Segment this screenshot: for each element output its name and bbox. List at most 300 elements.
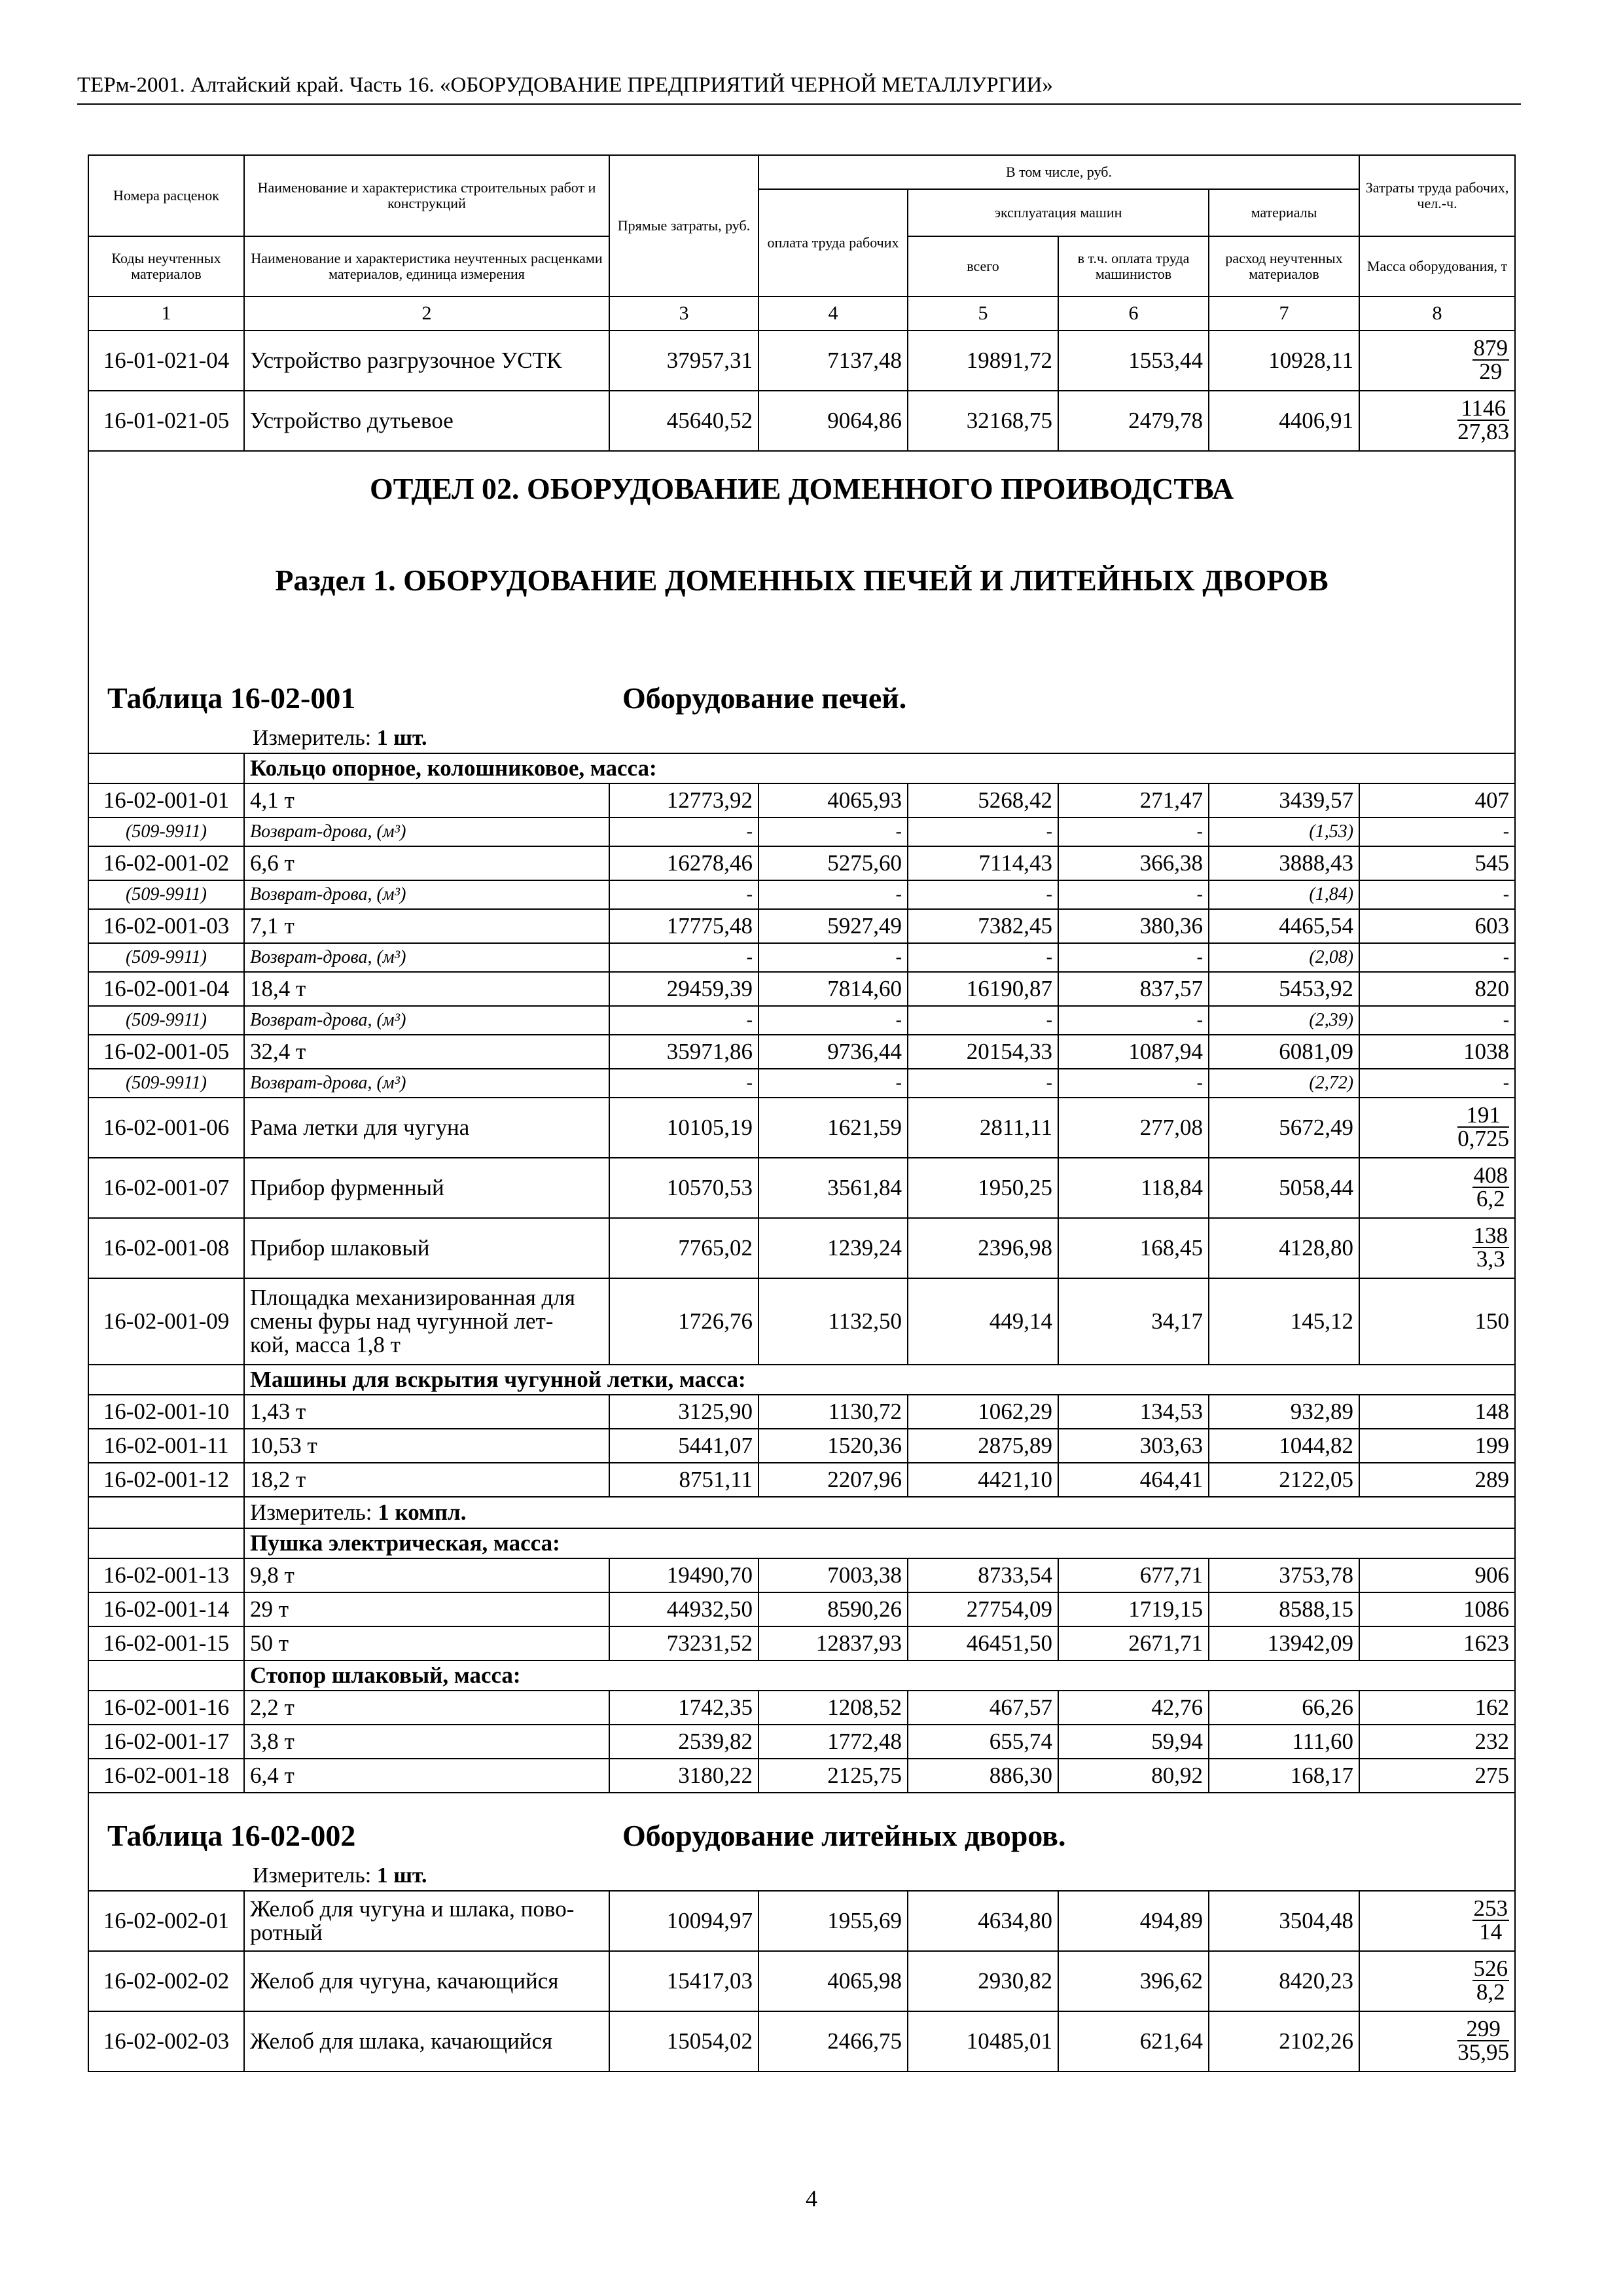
cost-c4: 7814,60 xyxy=(758,972,908,1006)
dash-cell: - xyxy=(758,1006,908,1035)
table-title xyxy=(89,1819,1514,1861)
rate-code: 16-02-002-01 xyxy=(88,1891,244,1951)
labor-cost: 603 xyxy=(1359,909,1515,943)
labor-cost: 545 xyxy=(1359,846,1515,880)
work-name: 32,4 т xyxy=(244,1035,609,1069)
cost-c5: 7114,43 xyxy=(908,846,1058,880)
table-row xyxy=(88,1725,1515,1759)
measure-unit: 1 компл. xyxy=(378,1499,467,1525)
cost-c5: 20154,33 xyxy=(908,1035,1058,1069)
cost-c5: 16190,87 xyxy=(908,972,1058,1006)
cost-c4: 3561,84 xyxy=(758,1158,908,1218)
material-usage: (1,53) xyxy=(1209,817,1359,846)
rate-code: 16-02-001-17 xyxy=(88,1725,244,1759)
cost-c7: 4465,54 xyxy=(1209,909,1359,943)
cost-c5: 4634,80 xyxy=(908,1891,1058,1951)
dash-cell: - xyxy=(1058,1006,1209,1035)
rate-code: 16-02-001-10 xyxy=(88,1395,244,1429)
measure-line xyxy=(244,1497,1515,1528)
head-col7: расход неучтенных материалов xyxy=(1209,236,1359,296)
blank-cell xyxy=(88,1528,244,1558)
cost-c4: 1130,72 xyxy=(758,1395,908,1429)
work-name: 50 т xyxy=(244,1626,609,1660)
labor-cost: 407 xyxy=(1359,783,1515,817)
dash-cell: - xyxy=(908,1069,1058,1098)
work-name: Устройство дутьевое xyxy=(244,391,609,451)
cost-c7: 2122,05 xyxy=(1209,1463,1359,1497)
measure-label: Измеритель: xyxy=(253,726,372,750)
material-code: (509-9911) xyxy=(88,943,244,972)
rate-code: 16-02-001-02 xyxy=(88,846,244,880)
cost-c7: 4406,91 xyxy=(1209,391,1359,451)
rate-code: 16-02-001-16 xyxy=(88,1691,244,1725)
dash-cell: - xyxy=(758,817,908,846)
sub-row xyxy=(88,943,1515,972)
department-title: ОТДЕЛ 02. ОБОРУДОВАНИЕ ДОМЕННОГО ПРОИВОДСТВА xyxy=(369,472,1234,505)
equipment-mass-value: 3,3 xyxy=(1476,1246,1505,1272)
col-num: 1 xyxy=(88,296,244,331)
labor-cost: 148 xyxy=(1359,1395,1515,1429)
cost-c5: 19891,72 xyxy=(908,331,1058,391)
work-name: 7,1 т xyxy=(244,909,609,943)
labor-cost-value: 1146 xyxy=(1457,397,1509,421)
cost-c7: 5672,49 xyxy=(1209,1098,1359,1158)
mass-fraction xyxy=(1457,1104,1509,1150)
cost-c4: 5275,60 xyxy=(758,846,908,880)
mass-fraction xyxy=(1457,397,1509,443)
material-name: Возврат-дрова, (м³) xyxy=(244,1006,609,1035)
work-name: 2,2 т xyxy=(244,1691,609,1725)
rate-code: 16-02-002-03 xyxy=(88,2011,244,2072)
head-incl: В том числе, руб. xyxy=(758,155,1359,189)
mass-fraction xyxy=(1472,1225,1510,1270)
head-col8-b: Масса оборудования, т xyxy=(1359,236,1515,296)
rate-code: 16-02-001-11 xyxy=(88,1429,244,1463)
equipment-mass-value: 8,2 xyxy=(1476,1979,1505,2005)
cost-c7: 10928,11 xyxy=(1209,331,1359,391)
mass-fraction xyxy=(1472,1958,1510,2003)
dash-cell: - xyxy=(1058,943,1209,972)
table2-header xyxy=(88,1793,1515,1891)
group-title: Кольцо опорное, колошниковое, масса: xyxy=(244,753,1515,783)
work-name-line: Площадка механизированная для xyxy=(250,1285,575,1310)
cost-c3: 10105,19 xyxy=(609,1098,758,1158)
cost-c5: 2811,11 xyxy=(908,1098,1058,1158)
cost-c5: 2875,89 xyxy=(908,1429,1058,1463)
cost-c7: 13942,09 xyxy=(1209,1626,1359,1660)
cost-c3: 19490,70 xyxy=(609,1558,758,1592)
col-num: 5 xyxy=(908,296,1058,331)
dash-cell: - xyxy=(609,817,758,846)
rate-code: 16-02-001-03 xyxy=(88,909,244,943)
cost-c7: 2102,26 xyxy=(1209,2011,1359,2072)
dash-cell: - xyxy=(1058,880,1209,909)
mass-cell xyxy=(1359,1098,1515,1158)
cost-c4: 2466,75 xyxy=(758,2011,908,2072)
cost-c7: 8588,15 xyxy=(1209,1592,1359,1626)
head-col2-a: Наименование и характеристика строительных работ и конструкций xyxy=(244,155,609,236)
cost-c4: 4065,93 xyxy=(758,783,908,817)
blank-cell xyxy=(88,753,244,783)
group-row xyxy=(88,753,1515,783)
cost-c7: 168,17 xyxy=(1209,1759,1359,1793)
labor-cost: 289 xyxy=(1359,1463,1515,1497)
work-name: Устройство разгрузочное УСТК xyxy=(244,331,609,391)
cost-c5: 1062,29 xyxy=(908,1395,1058,1429)
dash-cell: - xyxy=(1058,817,1209,846)
cost-c7: 145,12 xyxy=(1209,1278,1359,1365)
table-row xyxy=(88,783,1515,817)
cost-c3: 2539,82 xyxy=(609,1725,758,1759)
cost-c4: 9736,44 xyxy=(758,1035,908,1069)
cost-c5: 2396,98 xyxy=(908,1218,1058,1278)
dash-cell: - xyxy=(1359,1069,1515,1098)
work-name: Желоб для шлака, качающийся xyxy=(244,2011,609,2072)
rate-code: 16-02-001-08 xyxy=(88,1218,244,1278)
sub-row xyxy=(88,817,1515,846)
labor-cost: 1623 xyxy=(1359,1626,1515,1660)
cost-c4: 1772,48 xyxy=(758,1725,908,1759)
cost-c3: 73231,52 xyxy=(609,1626,758,1660)
cost-c4: 2125,75 xyxy=(758,1759,908,1793)
head-col1-a: Номера расценок xyxy=(88,155,244,236)
mass-fraction xyxy=(1472,1897,1510,1943)
dash-cell: - xyxy=(1359,817,1515,846)
cost-c3: 15417,03 xyxy=(609,1951,758,2011)
rate-code: 16-01-021-05 xyxy=(88,391,244,451)
mass-fraction xyxy=(1472,337,1510,383)
table-row xyxy=(88,1891,1515,1951)
cost-c7: 111,60 xyxy=(1209,1725,1359,1759)
labor-cost: 162 xyxy=(1359,1691,1515,1725)
head-col2-b: Наименование и характеристика неучтенных расценками материалов, единица измерения xyxy=(244,236,609,296)
cost-c5: 655,74 xyxy=(908,1725,1058,1759)
measure-label: Измеритель: xyxy=(250,1499,372,1525)
measure-row xyxy=(88,1497,1515,1528)
labor-cost-value: 253 xyxy=(1473,1895,1508,1921)
work-name: Рама летки для чугуна xyxy=(244,1098,609,1158)
table-description: Оборудование литейных дворов. xyxy=(622,1819,1066,1852)
material-name: Возврат-дрова, (м³) xyxy=(244,1069,609,1098)
table-description: Оборудование печей. xyxy=(622,681,907,715)
cost-c3: 8751,11 xyxy=(609,1463,758,1497)
material-code: (509-9911) xyxy=(88,880,244,909)
cost-c4: 5927,49 xyxy=(758,909,908,943)
cost-c5: 1950,25 xyxy=(908,1158,1058,1218)
price-table xyxy=(88,154,1516,2072)
running-header: ТЕРм-2001. Алтайский край. Часть 16. «ОБОРУДОВАНИЕ ПРЕДПРИЯТИЙ ЧЕРНОЙ МЕТАЛЛУРГИИ» xyxy=(77,72,1521,105)
work-name-line: ротный xyxy=(250,1920,323,1945)
head-col1-b: Коды неучтенных материалов xyxy=(88,236,244,296)
cost-c5: 886,30 xyxy=(908,1759,1058,1793)
mass-cell xyxy=(1359,331,1515,391)
dash-cell: - xyxy=(1359,880,1515,909)
cost-c4: 7003,38 xyxy=(758,1558,908,1592)
work-name: Прибор шлаковый xyxy=(244,1218,609,1278)
equipment-mass-value: 35,95 xyxy=(1457,2039,1510,2065)
rate-code: 16-02-001-12 xyxy=(88,1463,244,1497)
cost-c5: 10485,01 xyxy=(908,2011,1058,2072)
work-name xyxy=(244,1278,609,1365)
cost-c6: 677,71 xyxy=(1058,1558,1209,1592)
mass-fraction xyxy=(1457,2018,1509,2064)
equipment-mass-value: 0,725 xyxy=(1457,1126,1510,1151)
measure-line xyxy=(89,724,1514,753)
table-row xyxy=(88,1691,1515,1725)
col-num: 6 xyxy=(1058,296,1209,331)
cost-c3: 7765,02 xyxy=(609,1218,758,1278)
cost-c4: 1208,52 xyxy=(758,1691,908,1725)
material-code: (509-9911) xyxy=(88,817,244,846)
table-row xyxy=(88,1951,1515,2011)
head-col6: в т.ч. оплата труда машинистов xyxy=(1058,236,1209,296)
cost-c6: 366,38 xyxy=(1058,846,1209,880)
dash-cell: - xyxy=(908,880,1058,909)
material-usage: (2,39) xyxy=(1209,1006,1359,1035)
cost-c6: 118,84 xyxy=(1058,1158,1209,1218)
col-num: 2 xyxy=(244,296,609,331)
work-name: 9,8 т xyxy=(244,1558,609,1592)
labor-cost: 199 xyxy=(1359,1429,1515,1463)
cost-c3: 29459,39 xyxy=(609,972,758,1006)
cost-c6: 837,57 xyxy=(1058,972,1209,1006)
cost-c4: 9064,86 xyxy=(758,391,908,451)
table-row xyxy=(88,1035,1515,1069)
cost-c7: 932,89 xyxy=(1209,1395,1359,1429)
cost-c7: 3888,43 xyxy=(1209,846,1359,880)
dash-cell: - xyxy=(908,1006,1058,1035)
table-number: Таблица 16-02-002 xyxy=(107,1819,356,1852)
cost-c7: 8420,23 xyxy=(1209,1951,1359,2011)
cost-c6: 34,17 xyxy=(1058,1278,1209,1365)
work-name: Прибор фурменный xyxy=(244,1158,609,1218)
cost-c3: 12773,92 xyxy=(609,783,758,817)
labor-cost-value: 879 xyxy=(1473,335,1508,361)
mass-cell xyxy=(1359,1891,1515,1951)
measure-line xyxy=(89,1861,1514,1890)
cost-c3: 35971,86 xyxy=(609,1035,758,1069)
rate-code: 16-02-001-05 xyxy=(88,1035,244,1069)
cost-c4: 7137,48 xyxy=(758,331,908,391)
mass-cell xyxy=(1359,1951,1515,2011)
cost-c5: 5268,42 xyxy=(908,783,1058,817)
section-row xyxy=(88,451,1515,753)
labor-cost-value: 408 xyxy=(1473,1162,1508,1188)
work-name-line: смены фуры над чугунной лет- xyxy=(250,1308,554,1334)
labor-cost-value: 138 xyxy=(1473,1223,1508,1248)
cost-c3: 15054,02 xyxy=(609,2011,758,2072)
equipment-mass-value: 6,2 xyxy=(1476,1186,1505,1211)
table-row xyxy=(88,846,1515,880)
group-title: Машины для вскрытия чугунной летки, масса: xyxy=(244,1365,1515,1395)
col-num: 7 xyxy=(1209,296,1359,331)
cost-c6: 303,63 xyxy=(1058,1429,1209,1463)
equipment-mass-value: 14 xyxy=(1479,1919,1503,1945)
work-name: 29 т xyxy=(244,1592,609,1626)
section-header xyxy=(88,451,1515,753)
dash-cell: - xyxy=(758,1069,908,1098)
labor-cost-value: 299 xyxy=(1457,2018,1509,2041)
sub-row xyxy=(88,1006,1515,1035)
cost-c3: 44932,50 xyxy=(609,1592,758,1626)
group-title: Пушка электрическая, масса: xyxy=(244,1528,1515,1558)
section-title: Раздел 1. ОБОРУДОВАНИЕ ДОМЕННЫХ ПЕЧЕЙ И ЛИТЕЙНЫХ ДВОРОВ xyxy=(275,564,1329,597)
group-title: Стопор шлаковый, масса: xyxy=(244,1660,1515,1691)
dash-cell: - xyxy=(609,880,758,909)
cost-c3: 5441,07 xyxy=(609,1429,758,1463)
cost-c5: 32168,75 xyxy=(908,391,1058,451)
measure-label: Измеритель: xyxy=(253,1863,372,1888)
table-title xyxy=(89,681,1514,724)
work-name: 10,53 т xyxy=(244,1429,609,1463)
table-row xyxy=(88,972,1515,1006)
col-num: 8 xyxy=(1359,296,1515,331)
cost-c4: 2207,96 xyxy=(758,1463,908,1497)
head-col5: всего xyxy=(908,236,1058,296)
material-name: Возврат-дрова, (м³) xyxy=(244,943,609,972)
rate-code: 16-02-001-09 xyxy=(88,1278,244,1365)
labor-cost-value: 191 xyxy=(1457,1104,1509,1128)
group-row xyxy=(88,1365,1515,1395)
cost-c3: 37957,31 xyxy=(609,331,758,391)
table-row xyxy=(88,909,1515,943)
table-row xyxy=(88,1158,1515,1218)
material-code: (509-9911) xyxy=(88,1069,244,1098)
work-name: 4,1 т xyxy=(244,783,609,817)
cost-c3: 10570,53 xyxy=(609,1158,758,1218)
cost-c5: 449,14 xyxy=(908,1278,1058,1365)
mass-cell xyxy=(1359,2011,1515,2072)
dash-cell: - xyxy=(908,817,1058,846)
table-row xyxy=(88,1218,1515,1278)
head-col8-a: Затраты труда рабочих, чел.-ч. xyxy=(1359,155,1515,236)
cost-c6: 80,92 xyxy=(1058,1759,1209,1793)
table-row xyxy=(88,1429,1515,1463)
table-row xyxy=(88,1463,1515,1497)
labor-cost: 1086 xyxy=(1359,1592,1515,1626)
cost-c4: 4065,98 xyxy=(758,1951,908,2011)
work-name: 3,8 т xyxy=(244,1725,609,1759)
dash-cell: - xyxy=(758,880,908,909)
rate-code: 16-02-002-02 xyxy=(88,1951,244,2011)
work-name: 18,2 т xyxy=(244,1463,609,1497)
rate-code: 16-01-021-04 xyxy=(88,331,244,391)
rate-code: 16-02-001-07 xyxy=(88,1158,244,1218)
cost-c3: 45640,52 xyxy=(609,391,758,451)
cost-c3: 17775,48 xyxy=(609,909,758,943)
dash-cell: - xyxy=(609,943,758,972)
rate-code: 16-02-001-13 xyxy=(88,1558,244,1592)
material-code: (509-9911) xyxy=(88,1006,244,1035)
blank-cell xyxy=(88,1660,244,1691)
cost-c4: 1621,59 xyxy=(758,1098,908,1158)
cost-c8: 150 xyxy=(1359,1278,1515,1365)
head-machines: эксплуатация машин xyxy=(908,189,1209,236)
labor-cost: 275 xyxy=(1359,1759,1515,1793)
cost-c3: 3125,90 xyxy=(609,1395,758,1429)
page-number: 4 xyxy=(806,2185,817,2212)
table-row xyxy=(88,1626,1515,1660)
rate-code: 16-02-001-01 xyxy=(88,783,244,817)
cost-c7: 3753,78 xyxy=(1209,1558,1359,1592)
cost-c7: 6081,09 xyxy=(1209,1035,1359,1069)
work-name: Желоб для чугуна, качающийся xyxy=(244,1951,609,2011)
work-name: 6,4 т xyxy=(244,1759,609,1793)
cost-c6: 134,53 xyxy=(1058,1395,1209,1429)
mass-cell xyxy=(1359,1218,1515,1278)
work-name: 18,4 т xyxy=(244,972,609,1006)
cost-c5: 27754,09 xyxy=(908,1592,1058,1626)
table-row xyxy=(88,1759,1515,1793)
col-num: 3 xyxy=(609,296,758,331)
cost-c5: 4421,10 xyxy=(908,1463,1058,1497)
cost-c3: 16278,46 xyxy=(609,846,758,880)
cost-c6: 168,45 xyxy=(1058,1218,1209,1278)
col-num: 4 xyxy=(758,296,908,331)
work-name: 1,43 т xyxy=(244,1395,609,1429)
labor-cost: 820 xyxy=(1359,972,1515,1006)
cost-c3: 3180,22 xyxy=(609,1759,758,1793)
cost-c4: 12837,93 xyxy=(758,1626,908,1660)
blank-cell xyxy=(88,1365,244,1395)
cost-c7: 4128,80 xyxy=(1209,1218,1359,1278)
table-row xyxy=(88,1395,1515,1429)
measure-unit: 1 шт. xyxy=(376,726,427,750)
cost-c7: 3504,48 xyxy=(1209,1891,1359,1951)
table-row xyxy=(88,1098,1515,1158)
cost-c6: 380,36 xyxy=(1058,909,1209,943)
dash-cell: - xyxy=(908,943,1058,972)
cost-c5: 46451,50 xyxy=(908,1626,1058,1660)
labor-cost-value: 526 xyxy=(1473,1956,1508,1981)
blank-cell xyxy=(88,1497,244,1528)
rate-code: 16-02-001-04 xyxy=(88,972,244,1006)
cost-c4: 1132,50 xyxy=(758,1278,908,1365)
cost-c6: 2671,71 xyxy=(1058,1626,1209,1660)
dash-cell: - xyxy=(609,1069,758,1098)
cost-c4: 1239,24 xyxy=(758,1218,908,1278)
head-materials: материалы xyxy=(1209,189,1359,236)
cost-c6: 59,94 xyxy=(1058,1725,1209,1759)
equipment-mass-value: 29 xyxy=(1479,359,1503,384)
cost-c6: 277,08 xyxy=(1058,1098,1209,1158)
dash-cell: - xyxy=(758,943,908,972)
equipment-mass-value: 27,83 xyxy=(1457,419,1510,444)
head-col4: оплата труда рабочих xyxy=(758,189,908,296)
rate-code: 16-02-001-15 xyxy=(88,1626,244,1660)
cost-c3: 10094,97 xyxy=(609,1891,758,1951)
cost-c6: 621,64 xyxy=(1058,2011,1209,2072)
cost-c6: 1087,94 xyxy=(1058,1035,1209,1069)
material-usage: (2,72) xyxy=(1209,1069,1359,1098)
column-number-row xyxy=(88,296,1515,331)
table-number: Таблица 16-02-001 xyxy=(107,681,356,715)
sub-row xyxy=(88,880,1515,909)
work-name xyxy=(244,1891,609,1951)
cost-c7: 5453,92 xyxy=(1209,972,1359,1006)
labor-cost: 232 xyxy=(1359,1725,1515,1759)
material-name: Возврат-дрова, (м³) xyxy=(244,880,609,909)
dash-cell: - xyxy=(1359,943,1515,972)
cost-c7: 1044,82 xyxy=(1209,1429,1359,1463)
mass-cell xyxy=(1359,391,1515,451)
cost-c6: 42,76 xyxy=(1058,1691,1209,1725)
sub-row xyxy=(88,1069,1515,1098)
section-row xyxy=(88,1793,1515,1891)
table-row xyxy=(88,2011,1515,2072)
rate-code: 16-02-001-14 xyxy=(88,1592,244,1626)
mass-cell xyxy=(1359,1158,1515,1218)
